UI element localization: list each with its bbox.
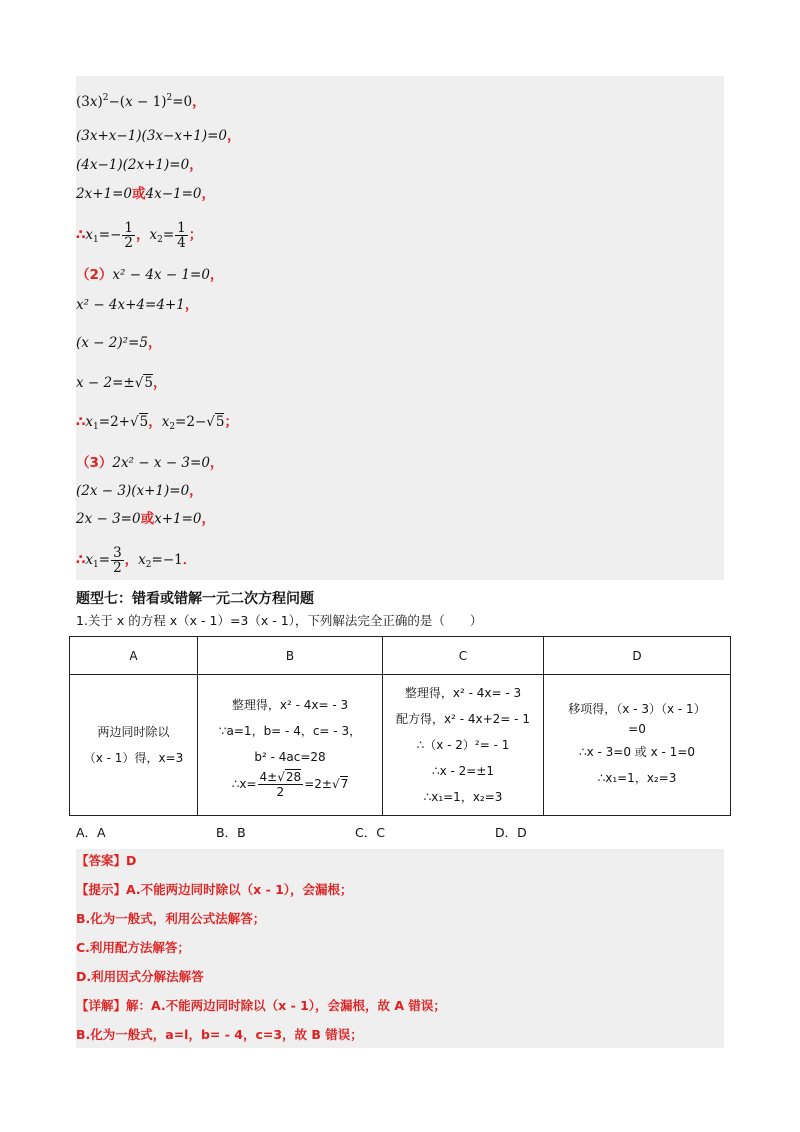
fraction: $\frac{4\pm√28}{2}$ bbox=[259, 769, 302, 799]
header-c: C bbox=[383, 637, 544, 675]
solution-line-2: (3x+x−1)(3x−x+1)=0， bbox=[76, 128, 241, 144]
choice-c[interactable]: C．C bbox=[355, 825, 385, 840]
sqrt: √5 bbox=[134, 375, 153, 391]
options-table bbox=[69, 636, 731, 816]
solution-line-7: x² − 4x+4=4+1， bbox=[76, 297, 199, 313]
cell-a-line: （x - 1）得，x=3 bbox=[83, 751, 184, 765]
fraction: $\frac{1}{4}$ bbox=[177, 220, 186, 251]
solution-line-5: $\therefore x_1=-$ $\frac{1}{2}$ ，$x_2=$ $\frac{1}{4}$ ； bbox=[76, 220, 203, 251]
cell-b-formula: ∴x= $\frac{4\pm√28}{2}$ =2±√7 bbox=[231, 769, 349, 799]
hint-line: 【提示】A.不能两边同时除以（x - 1），会漏根； bbox=[76, 882, 353, 897]
choice-a[interactable]: A．A bbox=[76, 825, 106, 840]
cell-b-line: ∵a=1，b= - 4，c= - 3， bbox=[218, 723, 362, 738]
cell-d bbox=[544, 675, 731, 816]
choice-d[interactable]: D．D bbox=[495, 825, 527, 840]
sqrt: √7 bbox=[331, 776, 349, 791]
solution-line-4: 2x+1=0或4x−1=0， bbox=[76, 186, 216, 202]
cell-d-line: =0 bbox=[628, 722, 646, 736]
solution-line-10: $\therefore x_1=2+√5$，$x_2=2-√5$； bbox=[76, 414, 238, 432]
answer-panel bbox=[76, 849, 724, 1048]
sqrt: √28 bbox=[277, 769, 302, 784]
cell-b-line: 整理得，x² - 4x= - 3 bbox=[231, 697, 349, 712]
cell-c-line: ∴x₁=1，x₂=3 bbox=[423, 790, 503, 804]
sqrt: √5 bbox=[206, 414, 225, 430]
detail-line: B.化为一般式，a=l，b= - 4，c=3，故 B 错误； bbox=[76, 1027, 363, 1042]
solution-panel bbox=[76, 76, 724, 580]
answer-line: 【答案】D bbox=[76, 853, 137, 868]
cell-c bbox=[383, 675, 544, 816]
header-a: A bbox=[70, 637, 198, 675]
hint-line: D.利用因式分解法解答 bbox=[76, 969, 204, 984]
choice-b[interactable]: B．B bbox=[216, 825, 246, 840]
fraction: $\frac{1}{2}$ bbox=[124, 220, 133, 251]
hint-line: B.化为一般式，利用公式法解答； bbox=[76, 911, 266, 926]
solution-line-11: （3）2x² − x − 3=0， bbox=[76, 455, 224, 471]
detail-line: 【详解】解：A.不能两边同时除以（x - 1），会漏根，故 A 错误； bbox=[76, 998, 446, 1013]
cell-b-line: b² - 4ac=28 bbox=[254, 749, 326, 764]
cell-b bbox=[198, 675, 383, 816]
solution-line-9: x − 2=±√5， bbox=[76, 375, 167, 391]
section-title: 题型七：错看或错解一元二次方程问题 bbox=[76, 591, 314, 607]
cell-c-line: 整理得，x² - 4x= - 3 bbox=[404, 686, 522, 700]
cell-c-line: 配方得，x² - 4x+2= - 1 bbox=[396, 712, 530, 726]
solution-line-13: 2x − 3=0或x+1=0， bbox=[76, 511, 216, 527]
solution-line-3: (4x−1)(2x+1)=0， bbox=[76, 157, 203, 173]
cell-c-line: ∴x - 2=±1 bbox=[431, 764, 495, 778]
cell-d-line: ∴x₁=1，x₂=3 bbox=[597, 771, 677, 785]
question-text: 1.关于 x 的方程 x（x - 1）=3（x - 1），下列解法完全正确的是（ ） bbox=[76, 613, 483, 628]
cell-a-line: 两边同时除以 bbox=[97, 725, 170, 739]
solution-line-8: (x − 2)²=5， bbox=[76, 335, 162, 351]
solution-line-12: (2x − 3)(x+1)=0， bbox=[76, 483, 203, 499]
cell-d-line: 移项得，（x - 3）（x - 1） bbox=[568, 702, 706, 716]
cell-a bbox=[70, 675, 198, 816]
solution-line-6: （2）x² − 4x − 1=0， bbox=[76, 267, 224, 283]
hint-line: C.利用配方法解答； bbox=[76, 940, 190, 955]
solution-line-1: $(3x)^2-(x - 1)^2=0$， bbox=[76, 93, 206, 110]
header-d: D bbox=[544, 637, 731, 675]
cell-d-line: ∴x - 3=0 或 x - 1=0 bbox=[578, 745, 696, 759]
cell-c-line: ∴（x - 2）²= - 1 bbox=[416, 738, 510, 752]
solution-line-14: $\therefore x_1=$ $\frac{3}{2}$ ，$x_2=-1$． bbox=[76, 545, 197, 576]
fraction: $\frac{3}{2}$ bbox=[113, 545, 122, 576]
sqrt: √5 bbox=[129, 414, 149, 430]
header-b: B bbox=[198, 637, 383, 675]
